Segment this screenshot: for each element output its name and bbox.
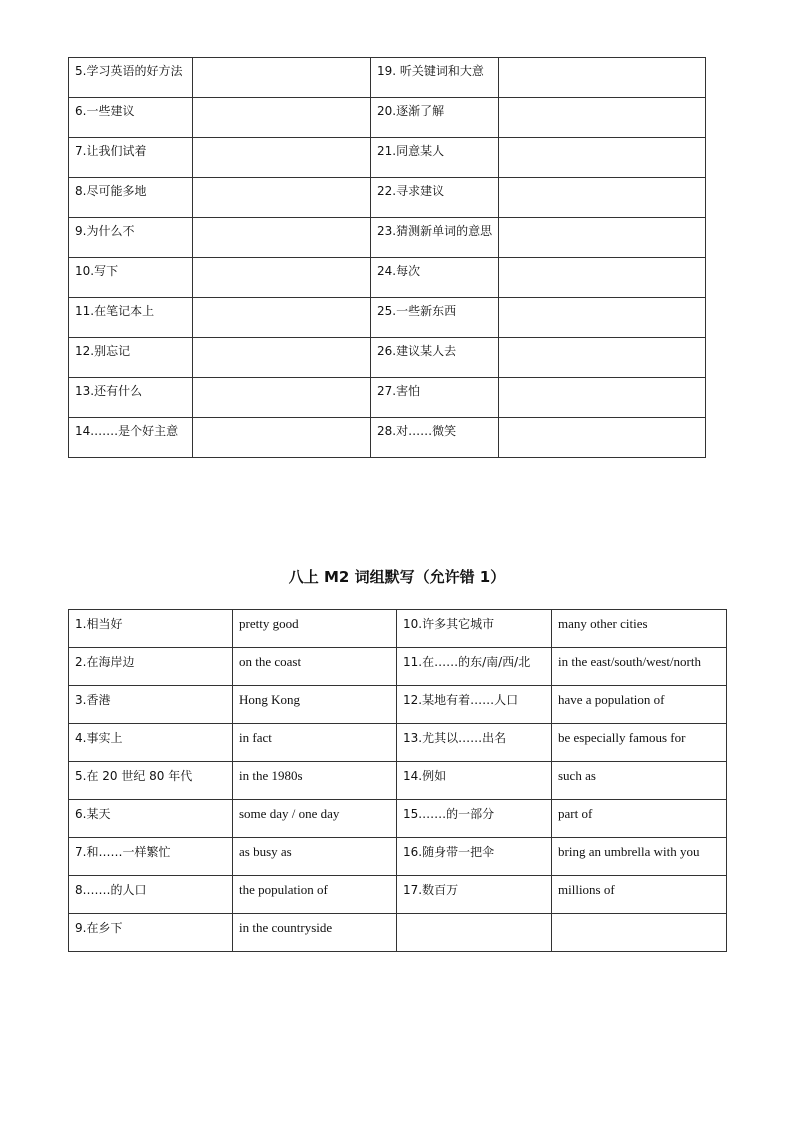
prompt-cell-right: 26.建议某人去 [371, 338, 499, 378]
table-row [69, 98, 706, 138]
table-row [69, 218, 706, 258]
table-row [69, 838, 727, 876]
english-phrase-cell: be especially famous for [552, 724, 727, 762]
answer-cell-left[interactable] [193, 418, 371, 458]
prompt-cell-left: 6.一些建议 [69, 98, 193, 138]
table-row [69, 762, 727, 800]
chinese-phrase-cell [397, 914, 552, 952]
english-phrase-cell: bring an umbrella with you [552, 838, 727, 876]
chinese-phrase-cell: 2.在海岸边 [69, 648, 233, 686]
chinese-phrase-cell: 8.……的人口 [69, 876, 233, 914]
answer-cell-right[interactable] [499, 418, 706, 458]
chinese-phrase-cell: 11.在……的东/南/西/北 [397, 648, 552, 686]
english-phrase-cell: pretty good [233, 610, 397, 648]
answer-cell-right[interactable] [499, 58, 706, 98]
answer-cell-left[interactable] [193, 258, 371, 298]
answer-cell-left[interactable] [193, 298, 371, 338]
prompt-cell-left: 13.还有什么 [69, 378, 193, 418]
answer-cell-right[interactable] [499, 98, 706, 138]
answer-cell-right[interactable] [499, 218, 706, 258]
chinese-phrase-cell: 9.在乡下 [69, 914, 233, 952]
prompt-cell-right: 27.害怕 [371, 378, 499, 418]
table-row [69, 418, 706, 458]
table-row [69, 378, 706, 418]
answer-cell-right[interactable] [499, 378, 706, 418]
english-phrase-cell: such as [552, 762, 727, 800]
prompt-cell-right: 22.寻求建议 [371, 178, 499, 218]
english-phrase-cell: millions of [552, 876, 727, 914]
table-row [69, 138, 706, 178]
chinese-phrase-cell: 6.某天 [69, 800, 233, 838]
table-row [69, 610, 727, 648]
chinese-phrase-cell: 10.许多其它城市 [397, 610, 552, 648]
table-row [69, 648, 727, 686]
chinese-phrase-cell: 3.香港 [69, 686, 233, 724]
answer-cell-left[interactable] [193, 98, 371, 138]
answer-cell-left[interactable] [193, 218, 371, 258]
english-phrase-cell: as busy as [233, 838, 397, 876]
prompt-cell-left: 8.尽可能多地 [69, 178, 193, 218]
chinese-phrase-cell: 7.和……一样繁忙 [69, 838, 233, 876]
prompt-cell-left: 9.为什么不 [69, 218, 193, 258]
english-phrase-cell: the population of [233, 876, 397, 914]
chinese-phrase-cell: 4.事实上 [69, 724, 233, 762]
english-phrase-cell: on the coast [233, 648, 397, 686]
answer-cell-right[interactable] [499, 138, 706, 178]
english-phrase-cell: in the countryside [233, 914, 397, 952]
chinese-phrase-cell: 17.数百万 [397, 876, 552, 914]
answer-cell-right[interactable] [499, 338, 706, 378]
table-row [69, 178, 706, 218]
english-phrase-cell: Hong Kong [233, 686, 397, 724]
answer-cell-left[interactable] [193, 338, 371, 378]
answer-cell-left[interactable] [193, 138, 371, 178]
prompt-cell-left: 7.让我们试着 [69, 138, 193, 178]
table-row [69, 876, 727, 914]
english-phrase-cell: in fact [233, 724, 397, 762]
answer-cell-right[interactable] [499, 298, 706, 338]
answer-cell-right[interactable] [499, 258, 706, 298]
phrase-table-2 [68, 609, 727, 952]
prompt-cell-left: 10.写下 [69, 258, 193, 298]
english-phrase-cell: have a population of [552, 686, 727, 724]
english-phrase-cell: many other cities [552, 610, 727, 648]
prompt-cell-left: 14.……是个好主意 [69, 418, 193, 458]
chinese-phrase-cell: 16.随身带一把伞 [397, 838, 552, 876]
section-title: 八上 M2 词组默写（允许错 1） [288, 568, 506, 586]
table-row [69, 58, 706, 98]
prompt-cell-left: 11.在笔记本上 [69, 298, 193, 338]
prompt-cell-right: 24.每次 [371, 258, 499, 298]
english-phrase-cell: in the 1980s [233, 762, 397, 800]
english-phrase-cell [552, 914, 727, 952]
chinese-phrase-cell: 12.某地有着……人口 [397, 686, 552, 724]
prompt-cell-right: 28.对……微笑 [371, 418, 499, 458]
prompt-cell-right: 23.猜测新单词的意思 [371, 218, 499, 258]
chinese-phrase-cell: 15.……的一部分 [397, 800, 552, 838]
prompt-cell-right: 21.同意某人 [371, 138, 499, 178]
chinese-phrase-cell: 5.在 20 世纪 80 年代 [69, 762, 233, 800]
prompt-cell-right: 20.逐渐了解 [371, 98, 499, 138]
prompt-cell-left: 5.学习英语的好方法 [69, 58, 193, 98]
english-phrase-cell: in the east/south/west/north [552, 648, 727, 686]
table-row [69, 258, 706, 298]
prompt-cell-left: 12.别忘记 [69, 338, 193, 378]
prompt-cell-right: 19. 听关键词和大意 [371, 58, 499, 98]
english-phrase-cell: some day / one day [233, 800, 397, 838]
table-row [69, 686, 727, 724]
phrase-table-1 [68, 57, 706, 458]
english-phrase-cell: part of [552, 800, 727, 838]
answer-cell-left[interactable] [193, 58, 371, 98]
table-row [69, 338, 706, 378]
table-row [69, 298, 706, 338]
table-row [69, 800, 727, 838]
answer-cell-right[interactable] [499, 178, 706, 218]
prompt-cell-right: 25.一些新东西 [371, 298, 499, 338]
table-row [69, 914, 727, 952]
chinese-phrase-cell: 14.例如 [397, 762, 552, 800]
chinese-phrase-cell: 1.相当好 [69, 610, 233, 648]
chinese-phrase-cell: 13.尤其以……出名 [397, 724, 552, 762]
answer-cell-left[interactable] [193, 178, 371, 218]
table-row [69, 724, 727, 762]
answer-cell-left[interactable] [193, 378, 371, 418]
